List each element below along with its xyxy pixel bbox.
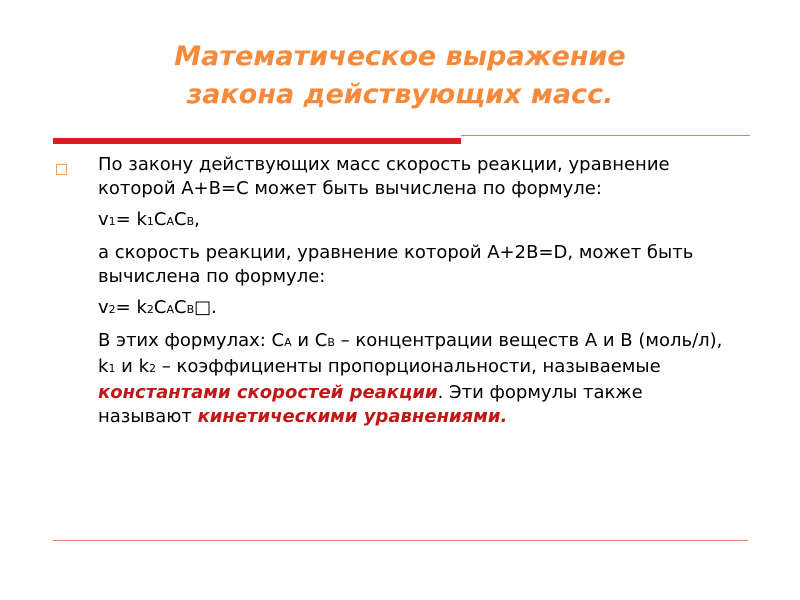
formula-v2-c1: C	[153, 297, 167, 318]
explanation-part-a: В этих формулах: С	[98, 330, 285, 351]
formula-v2	[98, 296, 738, 322]
formula-v2-v: v	[98, 297, 109, 318]
formula-v2-c2-sub: B	[186, 303, 195, 316]
explanation-part-d: и k	[115, 356, 150, 377]
formula-v2-c2: C	[174, 297, 187, 318]
explanation-part-f: . Эти формулы также называют	[98, 382, 643, 427]
formula-v1-c1-sub: A	[166, 215, 174, 228]
title-rule-accent	[53, 138, 461, 144]
formula-v1	[98, 208, 738, 234]
formula-v1-eq: = k	[115, 209, 147, 230]
slide-title-line1: Математическое выражение	[174, 41, 626, 72]
paragraph-intro: По закону действующих масс скорость реакции, уравнение которой А+В=С может быть вычислена по формуле:	[98, 154, 670, 199]
paragraph-explanation	[98, 329, 738, 429]
explanation-sub-b: B	[327, 336, 335, 349]
formula-v1-v: v	[98, 209, 109, 230]
highlight-rate-constants: константами скоростей реакции	[98, 382, 438, 403]
explanation-part-e: – коэффициенты пропорциональности, называемые	[156, 356, 661, 377]
formula-v2-v-sub: 2	[108, 303, 116, 316]
formula-v1-v-sub: 1	[108, 215, 116, 228]
formula-v1-k-sub: 1	[146, 215, 154, 228]
footer-rule	[53, 540, 748, 541]
paragraph-second-reaction: а скорость реакции, уравнение которой А+2В=D, может быть вычислена по формуле:	[98, 242, 694, 287]
formula-v1-end: ,	[194, 209, 200, 230]
slide-title	[0, 38, 800, 114]
highlight-kinetic-equations: кинетическими уравнениями.	[197, 406, 508, 427]
formula-v2-eq: = k	[115, 297, 147, 318]
explanation-sub-d: 2	[149, 362, 157, 375]
explanation-part-c: – концентрации веществ А и В (моль/л), k	[98, 330, 723, 377]
title-rule-thin	[461, 135, 750, 136]
formula-v2-c1-sub: A	[166, 303, 174, 316]
explanation-part-b: и С	[291, 330, 328, 351]
formula-v1-c2: C	[174, 209, 187, 230]
formula-v1-c2-sub: B	[186, 215, 195, 228]
explanation-sub-c: 1	[108, 362, 116, 375]
missing-glyph-box: □	[194, 297, 212, 318]
formula-v2-k-sub: 2	[146, 303, 154, 316]
explanation-sub-a: A	[284, 336, 292, 349]
formula-v2-end: .	[211, 297, 217, 318]
slide-body	[98, 153, 738, 429]
slide-title-line2: закона действующих масс.	[186, 79, 614, 110]
formula-v1-c1: C	[153, 209, 167, 230]
hollow-square-bullet-icon	[56, 164, 67, 175]
